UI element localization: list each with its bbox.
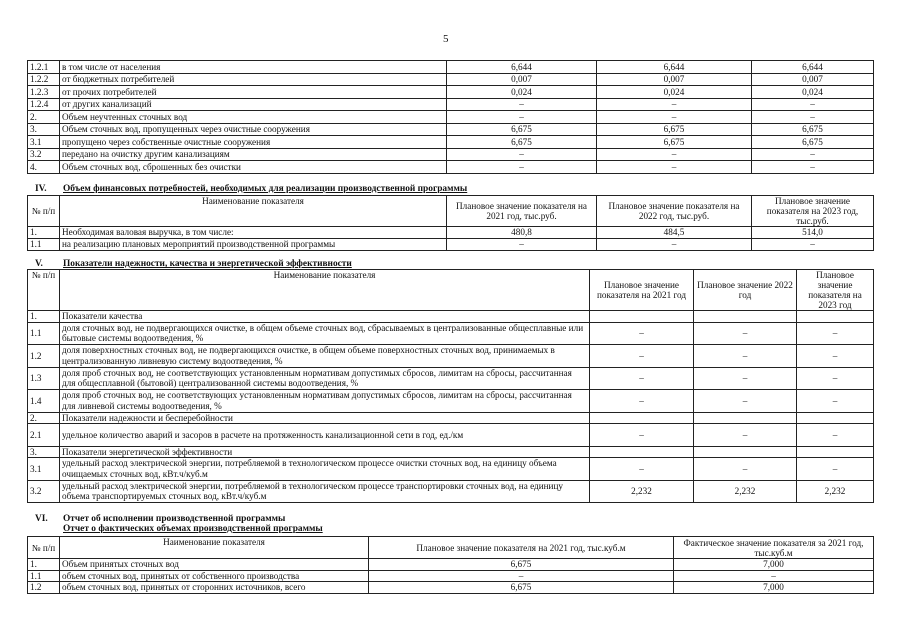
row-value-v3: – xyxy=(797,458,874,481)
row-value-v2: – xyxy=(694,424,797,447)
header-name: Наименование показателя xyxy=(60,196,447,227)
row-value-v2: – xyxy=(597,239,752,251)
header-plan-2022: Плановое значение показателя на 2022 год, тыс.руб. xyxy=(597,196,752,227)
row-number: 1.1 xyxy=(28,322,60,345)
row-value-v2: – xyxy=(694,367,797,390)
row-value-v1: – xyxy=(447,161,597,174)
table-wastewater-volumes xyxy=(27,60,874,174)
row-name: объем сточных вод, принятых от сторонних источников, всего xyxy=(60,582,369,594)
row-value-v3: – xyxy=(797,390,874,413)
row-name: Объем сточных вод, пропущенных через очистные сооружения xyxy=(60,123,447,136)
header-plan-2021: Плановое значение показателя на 2021 год, тыс.руб. xyxy=(447,196,597,227)
row-number: 1.4 xyxy=(28,390,60,413)
row-value-v2: 2,232 xyxy=(694,480,797,503)
row-value-v1: 6,675 xyxy=(369,582,674,594)
row-value-v1: – xyxy=(447,98,597,111)
header-plan-2021: Плановое значение показателя на 2021 год, тыс.куб.м xyxy=(369,537,674,559)
row-value-v3: 0,007 xyxy=(752,73,874,86)
row-value-v1: – xyxy=(447,148,597,161)
row-value-v2: – xyxy=(694,390,797,413)
row-value-v1: 6,644 xyxy=(447,61,597,74)
header-num: № п/п xyxy=(28,270,60,311)
row-value-v2: – xyxy=(694,345,797,368)
row-value-v3: 0,024 xyxy=(752,86,874,99)
header-name: Наименование показателя xyxy=(60,270,590,311)
table-row xyxy=(28,559,874,571)
row-value-v3: – xyxy=(797,424,874,447)
section-4-title xyxy=(35,184,467,194)
section-4-heading: Объем финансовых потребностей, необходимых для реализации производственной программы xyxy=(63,184,468,194)
row-value-v1: – xyxy=(590,345,694,368)
row-name: Показатели энергетической эффективности xyxy=(60,446,590,458)
row-number: 2. xyxy=(28,111,60,124)
header-name: Наименование показателя xyxy=(60,537,369,559)
row-name: в том числе от населения xyxy=(60,61,447,74)
row-name: Объем принятых сточных вод xyxy=(60,559,369,571)
table-row xyxy=(28,582,874,594)
row-number: 1.1 xyxy=(28,239,60,251)
table-row xyxy=(28,98,874,111)
table-row xyxy=(28,412,874,424)
row-value-v2: – xyxy=(694,458,797,481)
row-value-v3: 6,644 xyxy=(752,61,874,74)
row-value-v2: – xyxy=(674,570,874,582)
row-value-v3: 6,675 xyxy=(752,123,874,136)
row-value-v2: 484,5 xyxy=(597,227,752,239)
row-value-v1: 2,232 xyxy=(590,480,694,503)
row-name: Необходимая валовая выручка, в том числе: xyxy=(60,227,447,239)
row-value-v1: 0,024 xyxy=(447,86,597,99)
row-name: удельный расход электрической энергии, потребляемой в технологическом процессе очистки сточных вод, на единицу объема очищаемых сточных вод, кВт.ч/куб.м xyxy=(60,458,590,481)
row-value-v3: – xyxy=(797,367,874,390)
row-number: 1.3 xyxy=(28,367,60,390)
table-row xyxy=(28,367,874,390)
table-row xyxy=(28,345,874,368)
row-value-v1: – xyxy=(590,458,694,481)
row-name: на реализацию плановых мероприятий производственной программы xyxy=(60,239,447,251)
row-name: доля поверхностных сточных вод, не подвергающихся очистке, в общем объеме поверхностных сточных вод, принимаемых в централизованную ливневую систему водоотведения, % xyxy=(60,345,590,368)
row-value-v3 xyxy=(797,311,874,323)
table-row xyxy=(28,480,874,503)
header-plan-2022: Плановое значение 2022 год xyxy=(694,270,797,311)
header-num: № п/п xyxy=(28,196,60,227)
row-number: 1.2 xyxy=(28,345,60,368)
row-value-v3 xyxy=(797,446,874,458)
table-row xyxy=(28,424,874,447)
row-value-v2: – xyxy=(597,161,752,174)
row-value-v1: 6,675 xyxy=(447,136,597,149)
header-plan-2023: Плановое значение показателя на 2023 год xyxy=(797,270,874,311)
row-value-v2: 6,644 xyxy=(597,61,752,74)
section-4-number: IV. xyxy=(35,184,47,194)
row-name: от других канализаций xyxy=(60,98,447,111)
row-value-v3: – xyxy=(752,98,874,111)
row-value-v2 xyxy=(694,412,797,424)
header-fact-2021: Фактическое значение показателя за 2021 год, тыс.куб.м xyxy=(674,537,874,559)
table-row xyxy=(28,570,874,582)
row-value-v2 xyxy=(694,446,797,458)
table-row xyxy=(28,136,874,149)
row-name: Объем неучтенных сточных вод xyxy=(60,111,447,124)
row-value-v1: – xyxy=(590,367,694,390)
table-row xyxy=(28,458,874,481)
row-value-v2: 6,675 xyxy=(597,136,752,149)
row-value-v2: – xyxy=(694,322,797,345)
row-value-v2: 7,000 xyxy=(674,582,874,594)
row-name: Показатели качества xyxy=(60,311,590,323)
table-financial-needs xyxy=(27,195,874,251)
row-number: 1.1 xyxy=(28,570,60,582)
row-value-v1: 6,675 xyxy=(447,123,597,136)
row-value-v1: 480,8 xyxy=(447,227,597,239)
row-name: Объем сточных вод, сброшенных без очистки xyxy=(60,161,447,174)
row-value-v2: 0,024 xyxy=(597,86,752,99)
table-actual-volumes xyxy=(27,536,874,594)
table-row xyxy=(28,390,874,413)
row-value-v1: – xyxy=(369,570,674,582)
row-value-v1: – xyxy=(590,322,694,345)
row-number: 3. xyxy=(28,446,60,458)
row-value-v1: 0,007 xyxy=(447,73,597,86)
row-name: удельное количество аварий и засоров в расчете на протяженность канализационной сети в год, ед./км xyxy=(60,424,590,447)
section-5-title xyxy=(35,259,352,269)
section-5-heading: Показатели надежности, качества и энергетической эффективности xyxy=(63,259,352,269)
row-number: 4. xyxy=(28,161,60,174)
table-row xyxy=(28,148,874,161)
page-number: 5 xyxy=(443,33,449,45)
row-number: 2. xyxy=(28,412,60,424)
section-6-subtitle: Отчет о фактических объемах производственной программы xyxy=(63,524,323,534)
row-name: от бюджетных потребителей xyxy=(60,73,447,86)
row-number: 3.1 xyxy=(28,136,60,149)
row-number: 3.2 xyxy=(28,148,60,161)
row-name: доля проб сточных вод, не соответствующих установленным нормативам допустимых сбросов, лимитам на сбросы, рассчитанная для ливневой системы водоотведения, % xyxy=(60,390,590,413)
row-name: пропущено через собственные очистные сооружения xyxy=(60,136,447,149)
section-6-number: VI. xyxy=(35,514,48,524)
row-value-v3: – xyxy=(797,345,874,368)
table-row xyxy=(28,111,874,124)
row-value-v3 xyxy=(797,412,874,424)
row-value-v1: – xyxy=(447,239,597,251)
row-name: Показатели надежности и бесперебойности xyxy=(60,412,590,424)
row-number: 1. xyxy=(28,559,60,571)
row-value-v3: – xyxy=(752,148,874,161)
row-name: от прочих потребителей xyxy=(60,86,447,99)
table-row xyxy=(28,123,874,136)
row-name: доля сточных вод, не подвергающихся очистке, в общем объеме сточных вод, сбрасываемых в централизованные общесплавные или бытовые системы водоотведения, % xyxy=(60,322,590,345)
row-number: 1.2.2 xyxy=(28,73,60,86)
row-value-v3: – xyxy=(752,239,874,251)
row-value-v2: 0,007 xyxy=(597,73,752,86)
row-value-v1 xyxy=(590,412,694,424)
row-value-v2: – xyxy=(597,148,752,161)
table-row xyxy=(28,61,874,74)
row-name: передано на очистку другим канализациям xyxy=(60,148,447,161)
header-plan-2021: Плановое значение показателя на 2021 год xyxy=(590,270,694,311)
row-value-v2: – xyxy=(597,111,752,124)
table-row xyxy=(28,86,874,99)
row-number: 1.2.4 xyxy=(28,98,60,111)
row-value-v3: 6,675 xyxy=(752,136,874,149)
section-6-heading: Отчет об исполнении производственной программы xyxy=(63,514,286,524)
row-value-v3: 514,0 xyxy=(752,227,874,239)
row-value-v3: – xyxy=(752,161,874,174)
table-row xyxy=(28,239,874,251)
table-row xyxy=(28,322,874,345)
table-row xyxy=(28,446,874,458)
table-reliability-indicators xyxy=(27,269,874,503)
table-row xyxy=(28,227,874,239)
row-value-v2: – xyxy=(597,98,752,111)
row-name: объем сточных вод, принятых от собственного производства xyxy=(60,570,369,582)
row-number: 1.2.3 xyxy=(28,86,60,99)
row-value-v3: – xyxy=(797,322,874,345)
row-number: 1.2 xyxy=(28,582,60,594)
row-value-v2: 7,000 xyxy=(674,559,874,571)
row-number: 1.2.1 xyxy=(28,61,60,74)
section-6-title xyxy=(35,514,285,524)
row-name: удельный расход электрической энергии, потребляемой в технологическом процессе транспортировки сточных вод, на единицу объема транспортируемых сточных вод, кВт.ч/куб.м xyxy=(60,480,590,503)
row-number: 3.1 xyxy=(28,458,60,481)
row-value-v2 xyxy=(694,311,797,323)
row-value-v1: – xyxy=(447,111,597,124)
row-value-v2: 6,675 xyxy=(597,123,752,136)
section-5-number: V. xyxy=(35,259,43,269)
header-plan-2023: Плановое значение показателя на 2023 год, тыс.руб. xyxy=(752,196,874,227)
row-number: 1. xyxy=(28,227,60,239)
row-value-v3: 2,232 xyxy=(797,480,874,503)
row-number: 3.2 xyxy=(28,480,60,503)
table-row xyxy=(28,161,874,174)
row-value-v1 xyxy=(590,311,694,323)
row-value-v1 xyxy=(590,446,694,458)
header-num: № п/п xyxy=(28,537,60,559)
row-value-v1: – xyxy=(590,424,694,447)
table-row xyxy=(28,311,874,323)
row-value-v1: 6,675 xyxy=(369,559,674,571)
row-number: 2.1 xyxy=(28,424,60,447)
row-number: 3. xyxy=(28,123,60,136)
table-row xyxy=(28,73,874,86)
row-value-v1: – xyxy=(590,390,694,413)
row-name: доля проб сточных вод, не соответствующих установленным нормативам допустимых сбросов, лимитам на сбросы, рассчитанная для общесплавной (бытовой) централизованной системы водоотведения, % xyxy=(60,367,590,390)
row-number: 1. xyxy=(28,311,60,323)
row-value-v3: – xyxy=(752,111,874,124)
